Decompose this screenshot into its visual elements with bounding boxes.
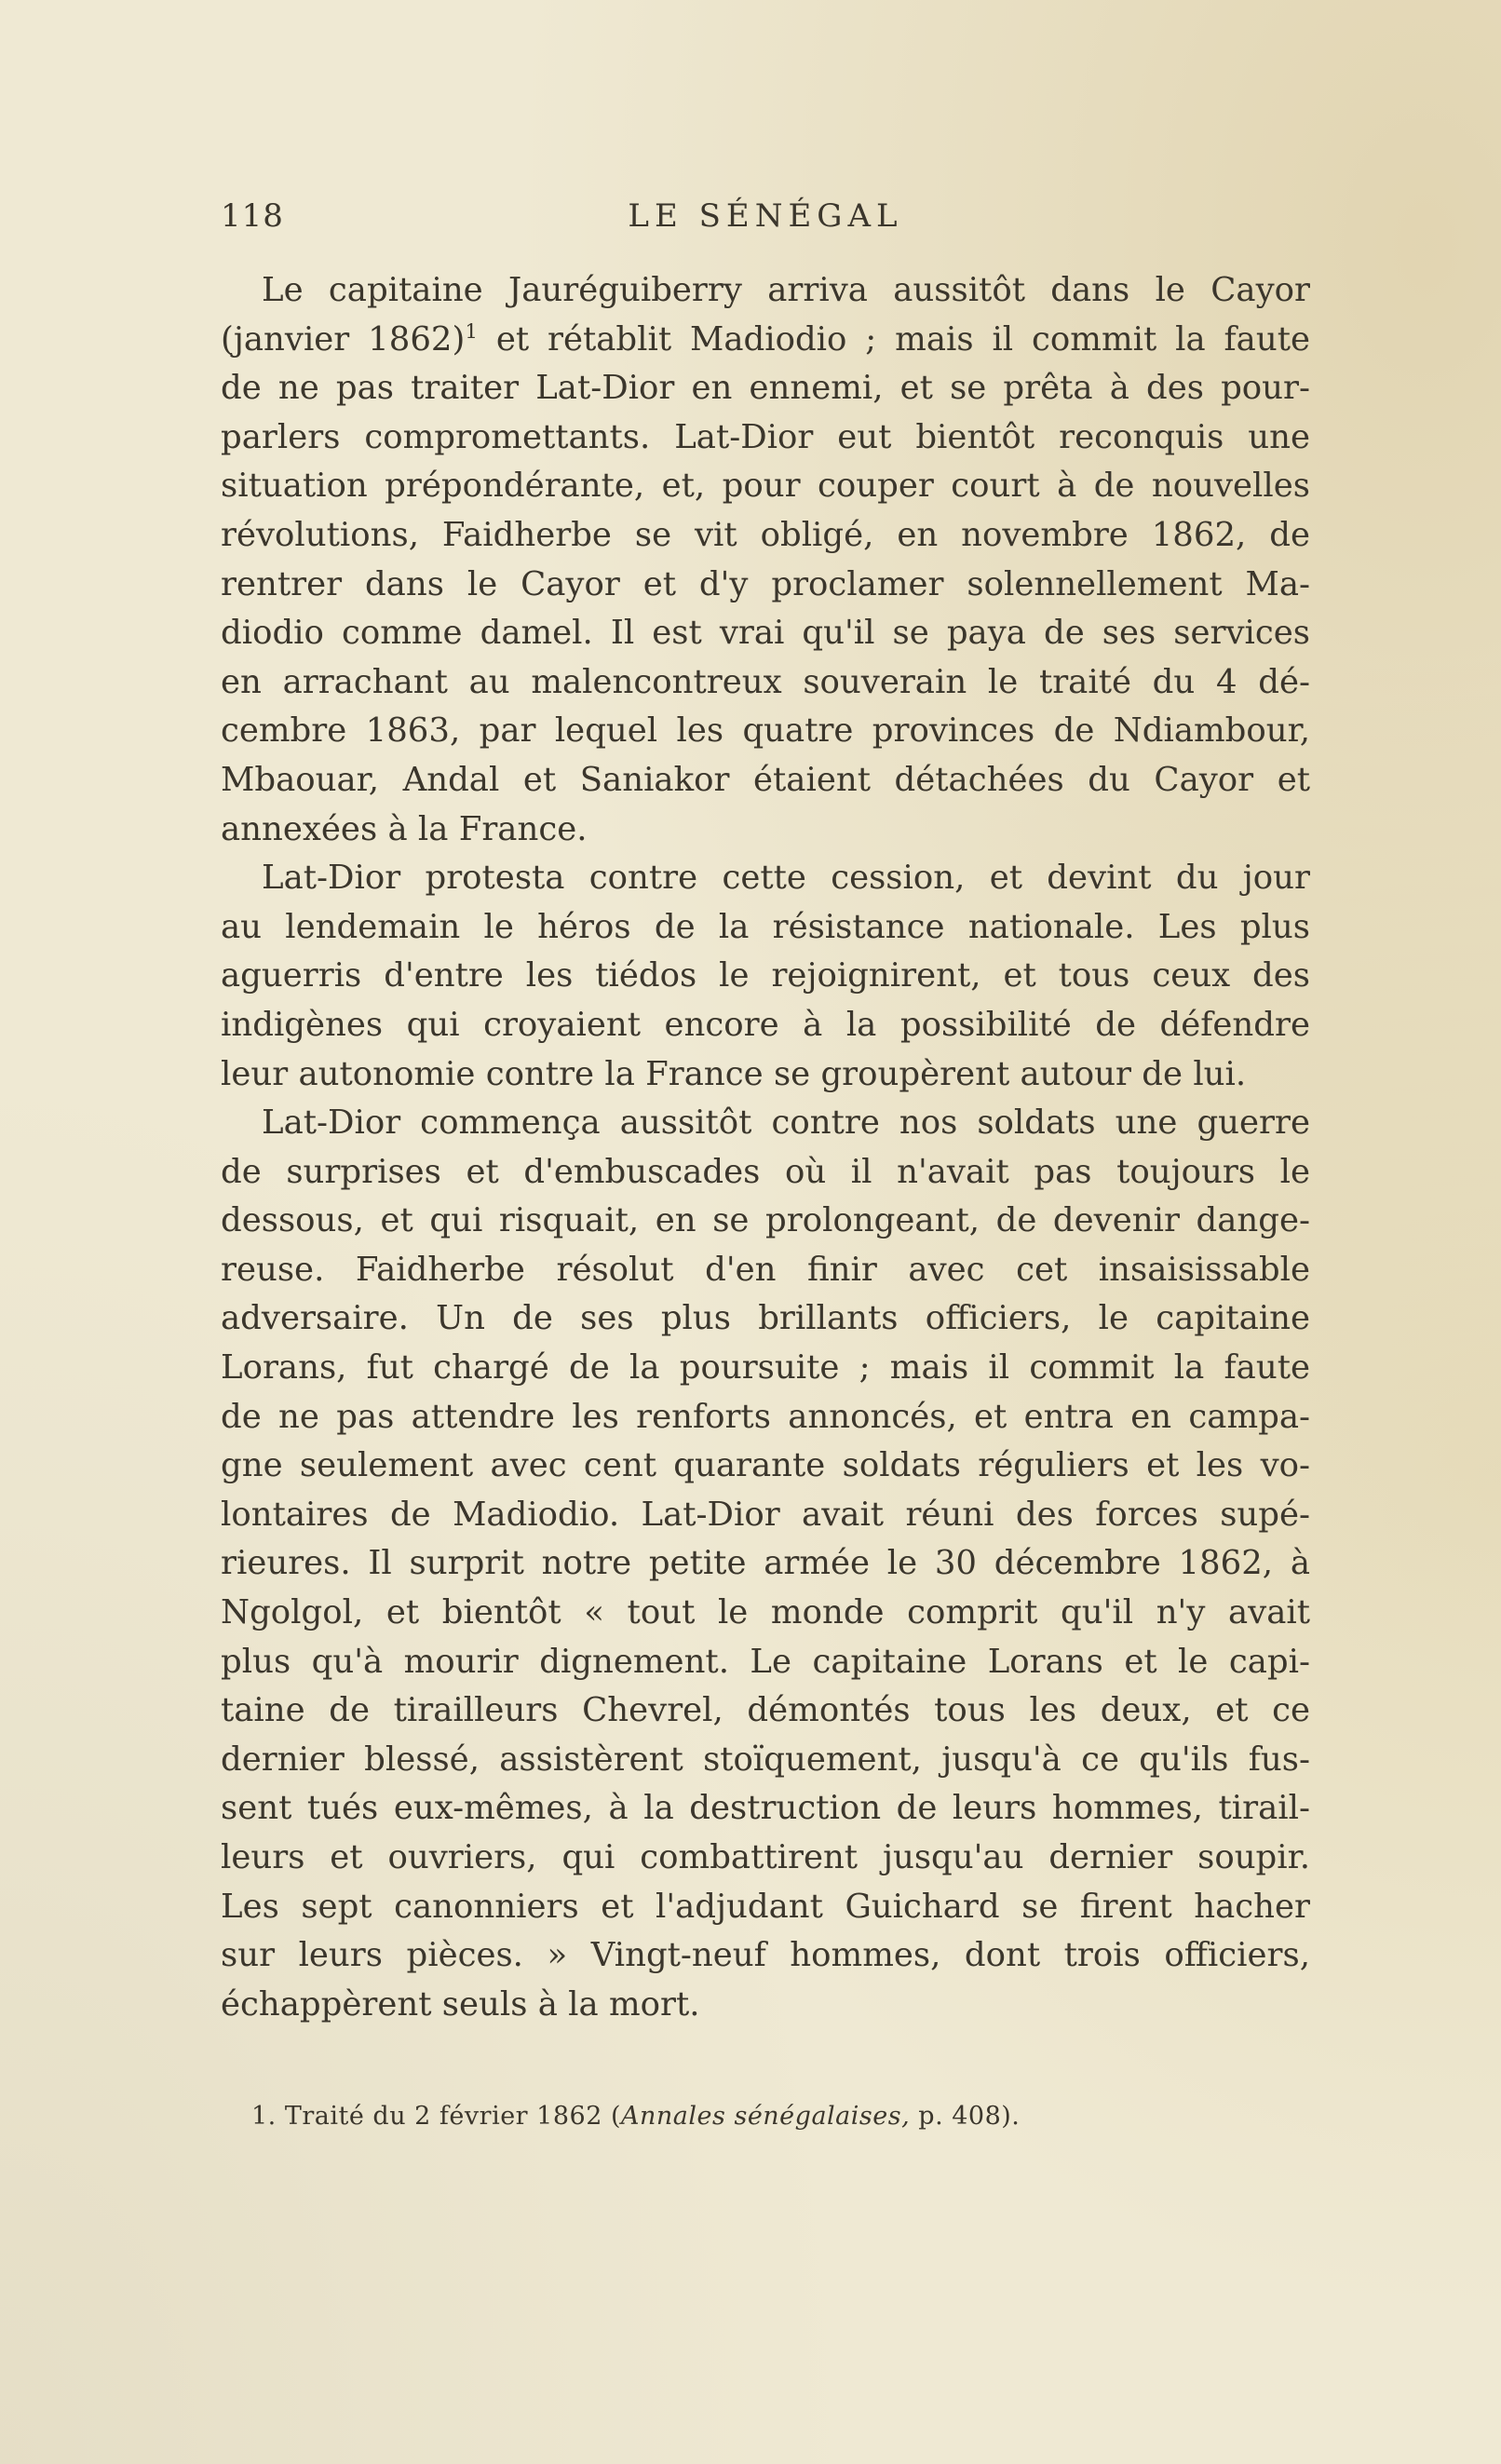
footnote-page-ref: p. 408). bbox=[918, 2102, 1021, 2131]
footnote bbox=[251, 2098, 1304, 2135]
text-line: au lendemain le héros de la résistance nationale. Les plus bbox=[221, 907, 1310, 946]
text-line: Le capitaine Jauréguiberry arriva aussitôt dans le Cayor bbox=[262, 271, 1310, 309]
text-line: lontaires de Madiodio. Lat-Dior avait réuni des forces supé- bbox=[221, 1495, 1310, 1534]
text-line: indigènes qui croyaient encore à la possibilité de défendre bbox=[221, 1005, 1310, 1044]
text-line: de surprises et d'embuscades où il n'avait pas toujours le bbox=[221, 1152, 1310, 1191]
page-number: 118 bbox=[221, 197, 284, 235]
text-fragment: (janvier 1862) bbox=[221, 319, 466, 359]
footnote-text: Traité du 2 février 1862 bbox=[284, 2102, 602, 2131]
text-line: adversaire. Un de ses plus brillants officiers, le capitaine bbox=[221, 1299, 1310, 1338]
running-title: LE SÉNÉGAL bbox=[628, 197, 903, 235]
text-line: révolutions, Faidherbe se vit obligé, en novembre 1862, de bbox=[221, 515, 1310, 554]
footnote-open-paren: ( bbox=[610, 2102, 622, 2131]
text-fragment: et rétablit Madiodio ; mais il commit la faute bbox=[495, 319, 1310, 359]
text-line: rieures. Il surprit notre petite armée le 30 décembre 1862, à bbox=[221, 1544, 1310, 1583]
text-line: gne seulement avec cent quarante soldats réguliers et les vo- bbox=[221, 1446, 1310, 1485]
text-line: parlers compromettants. Lat-Dior eut bientôt reconquis une bbox=[221, 417, 1310, 456]
text-line: dessous, et qui risquait, en se prolongeant, de devenir dange- bbox=[221, 1201, 1310, 1240]
text-line: en arrachant au malencontreux souverain le traité du 4 dé- bbox=[221, 662, 1310, 701]
text-line: cembre 1863, par lequel les quatre provinces de Ndiambour, bbox=[221, 711, 1310, 751]
text-line: diodio comme damel. Il est vrai qu'il se paya de ses services bbox=[221, 614, 1310, 653]
text-line: dernier blessé, assistèrent stoïquement, jusqu'à ce qu'ils fus- bbox=[221, 1740, 1310, 1779]
text-line: Lat-Dior protesta contre cette cession, et devint du jour bbox=[262, 859, 1310, 898]
body-text bbox=[221, 266, 1310, 2029]
text-line: de ne pas traiter Lat-Dior en ennemi, et se prêta à des pour- bbox=[221, 369, 1310, 408]
text-line: rentrer dans le Cayor et d'y proclamer solennellement Ma- bbox=[221, 564, 1310, 603]
footnote-number: 1. bbox=[251, 2102, 277, 2131]
text-line: Les sept canonniers et l'adjudant Guichard se firent hacher bbox=[221, 1887, 1310, 1926]
text-line: plus qu'à mourir dignement. Le capitaine Lorans et le capi- bbox=[221, 1642, 1310, 1681]
footnote-marker: 1 bbox=[465, 319, 478, 344]
text-line: leur autonomie contre la France se groupèrent autour de lui. bbox=[221, 1054, 1247, 1093]
text-line: annexées à la France. bbox=[221, 809, 588, 848]
text-line: Mbaouar, Andal et Saniakor étaient détachées du Cayor et bbox=[221, 760, 1310, 799]
text-line: taine de tirailleurs Chevrel, démontés tous les deux, et ce bbox=[221, 1691, 1310, 1730]
text-line: sur leurs pièces. » Vingt-neuf hommes, dont trois officiers, bbox=[221, 1936, 1310, 1975]
text-line: sent tués eux-mêmes, à la destruction de leurs hommes, tirail- bbox=[221, 1789, 1310, 1828]
text-line: Ngolgol, et bientôt « tout le monde comprit qu'il n'y avait bbox=[221, 1593, 1310, 1632]
text-line: leurs et ouvriers, qui combattirent jusqu'au dernier soupir. bbox=[221, 1838, 1310, 1876]
text-line: reuse. Faidherbe résolut d'en finir avec cet insaisissable bbox=[221, 1250, 1310, 1289]
text-line: de ne pas attendre les renforts annoncés, et entra en campa- bbox=[221, 1397, 1310, 1436]
running-head bbox=[221, 197, 1310, 244]
text-line bbox=[221, 316, 1310, 365]
text-line: aguerris d'entre les tiédos le rejoignirent, et tous ceux des bbox=[221, 956, 1310, 995]
text-line: Lorans, fut chargé de la poursuite ; mais il commit la faute bbox=[221, 1348, 1310, 1388]
text-line: Lat-Dior commença aussitôt contre nos soldats une guerre bbox=[262, 1103, 1310, 1143]
text-line: échappèrent seuls à la mort. bbox=[221, 1984, 700, 2024]
text-line: situation prépondérante, et, pour couper court à de nouvelles bbox=[221, 467, 1310, 506]
footnote-source: Annales sénégalaises, bbox=[621, 2102, 911, 2131]
